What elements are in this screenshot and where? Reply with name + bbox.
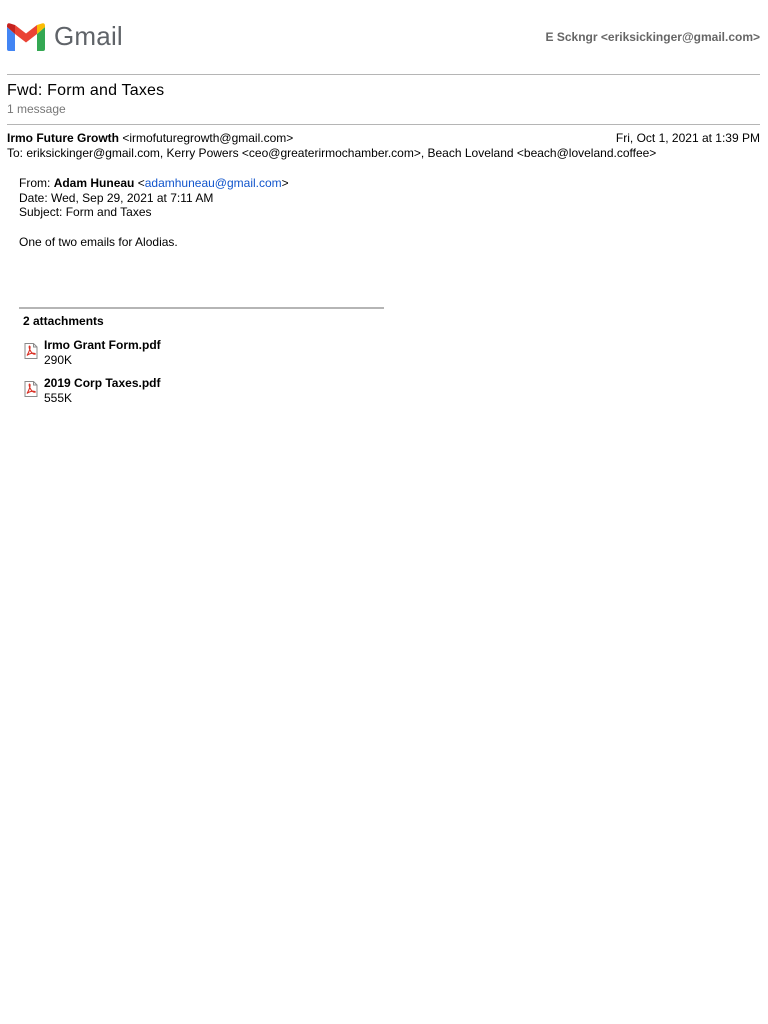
message-count: 1 message [7,102,66,116]
forwarded-email-open: < [137,176,145,190]
attachment-name: 2019 Corp Taxes.pdf [44,376,161,390]
thread-subject: Fwd: Form and Taxes [7,82,165,99]
message-text: One of two emails for Alodias. [19,234,178,249]
message-date: Fri, Oct 1, 2021 at 1:39 PM [615,131,760,145]
attachment-item[interactable] [23,338,161,367]
subject-divider [7,124,760,125]
forwarded-subject: Subject: Form and Taxes [19,205,152,219]
message-body [19,176,289,249]
forwarded-date: Date: Wed, Sep 29, 2021 at 7:11 AM [19,190,214,205]
forwarded-from [19,176,289,191]
forwarded-from-email-link[interactable]: adamhuneau@gmail.com [144,176,282,190]
attachments-divider [19,307,384,309]
pdf-icon [23,343,39,359]
account-label: E Sckngr <eriksickinger@gmail.com> [545,30,760,44]
attachment-size: 290K [44,352,73,367]
gmail-wordmark: Gmail [54,21,123,51]
pdf-icon [23,381,39,397]
attachment-name: Irmo Grant Form.pdf [44,338,161,352]
header [7,18,760,58]
forwarded-from-label: From: [19,176,51,190]
gmail-logo[interactable] [7,21,123,52]
recipients: To: eriksickinger@gmail.com, Kerry Powers <ceo@greaterirmochamber.com>, Beach Loveland <beach@loveland.coffee> [7,146,657,160]
header-divider [7,74,760,75]
attachment-size: 555K [44,390,73,405]
attachments-title: 2 attachments [23,314,104,328]
message-header [7,131,760,145]
attachment-item[interactable] [23,376,160,405]
sender-name: Irmo Future Growth [7,131,119,145]
gmail-m-icon [7,23,45,51]
forwarded-email-close: > [281,176,289,190]
sender-email: <irmofuturegrowth@gmail.com> [122,131,294,145]
forwarded-from-name: Adam Huneau [53,176,135,190]
